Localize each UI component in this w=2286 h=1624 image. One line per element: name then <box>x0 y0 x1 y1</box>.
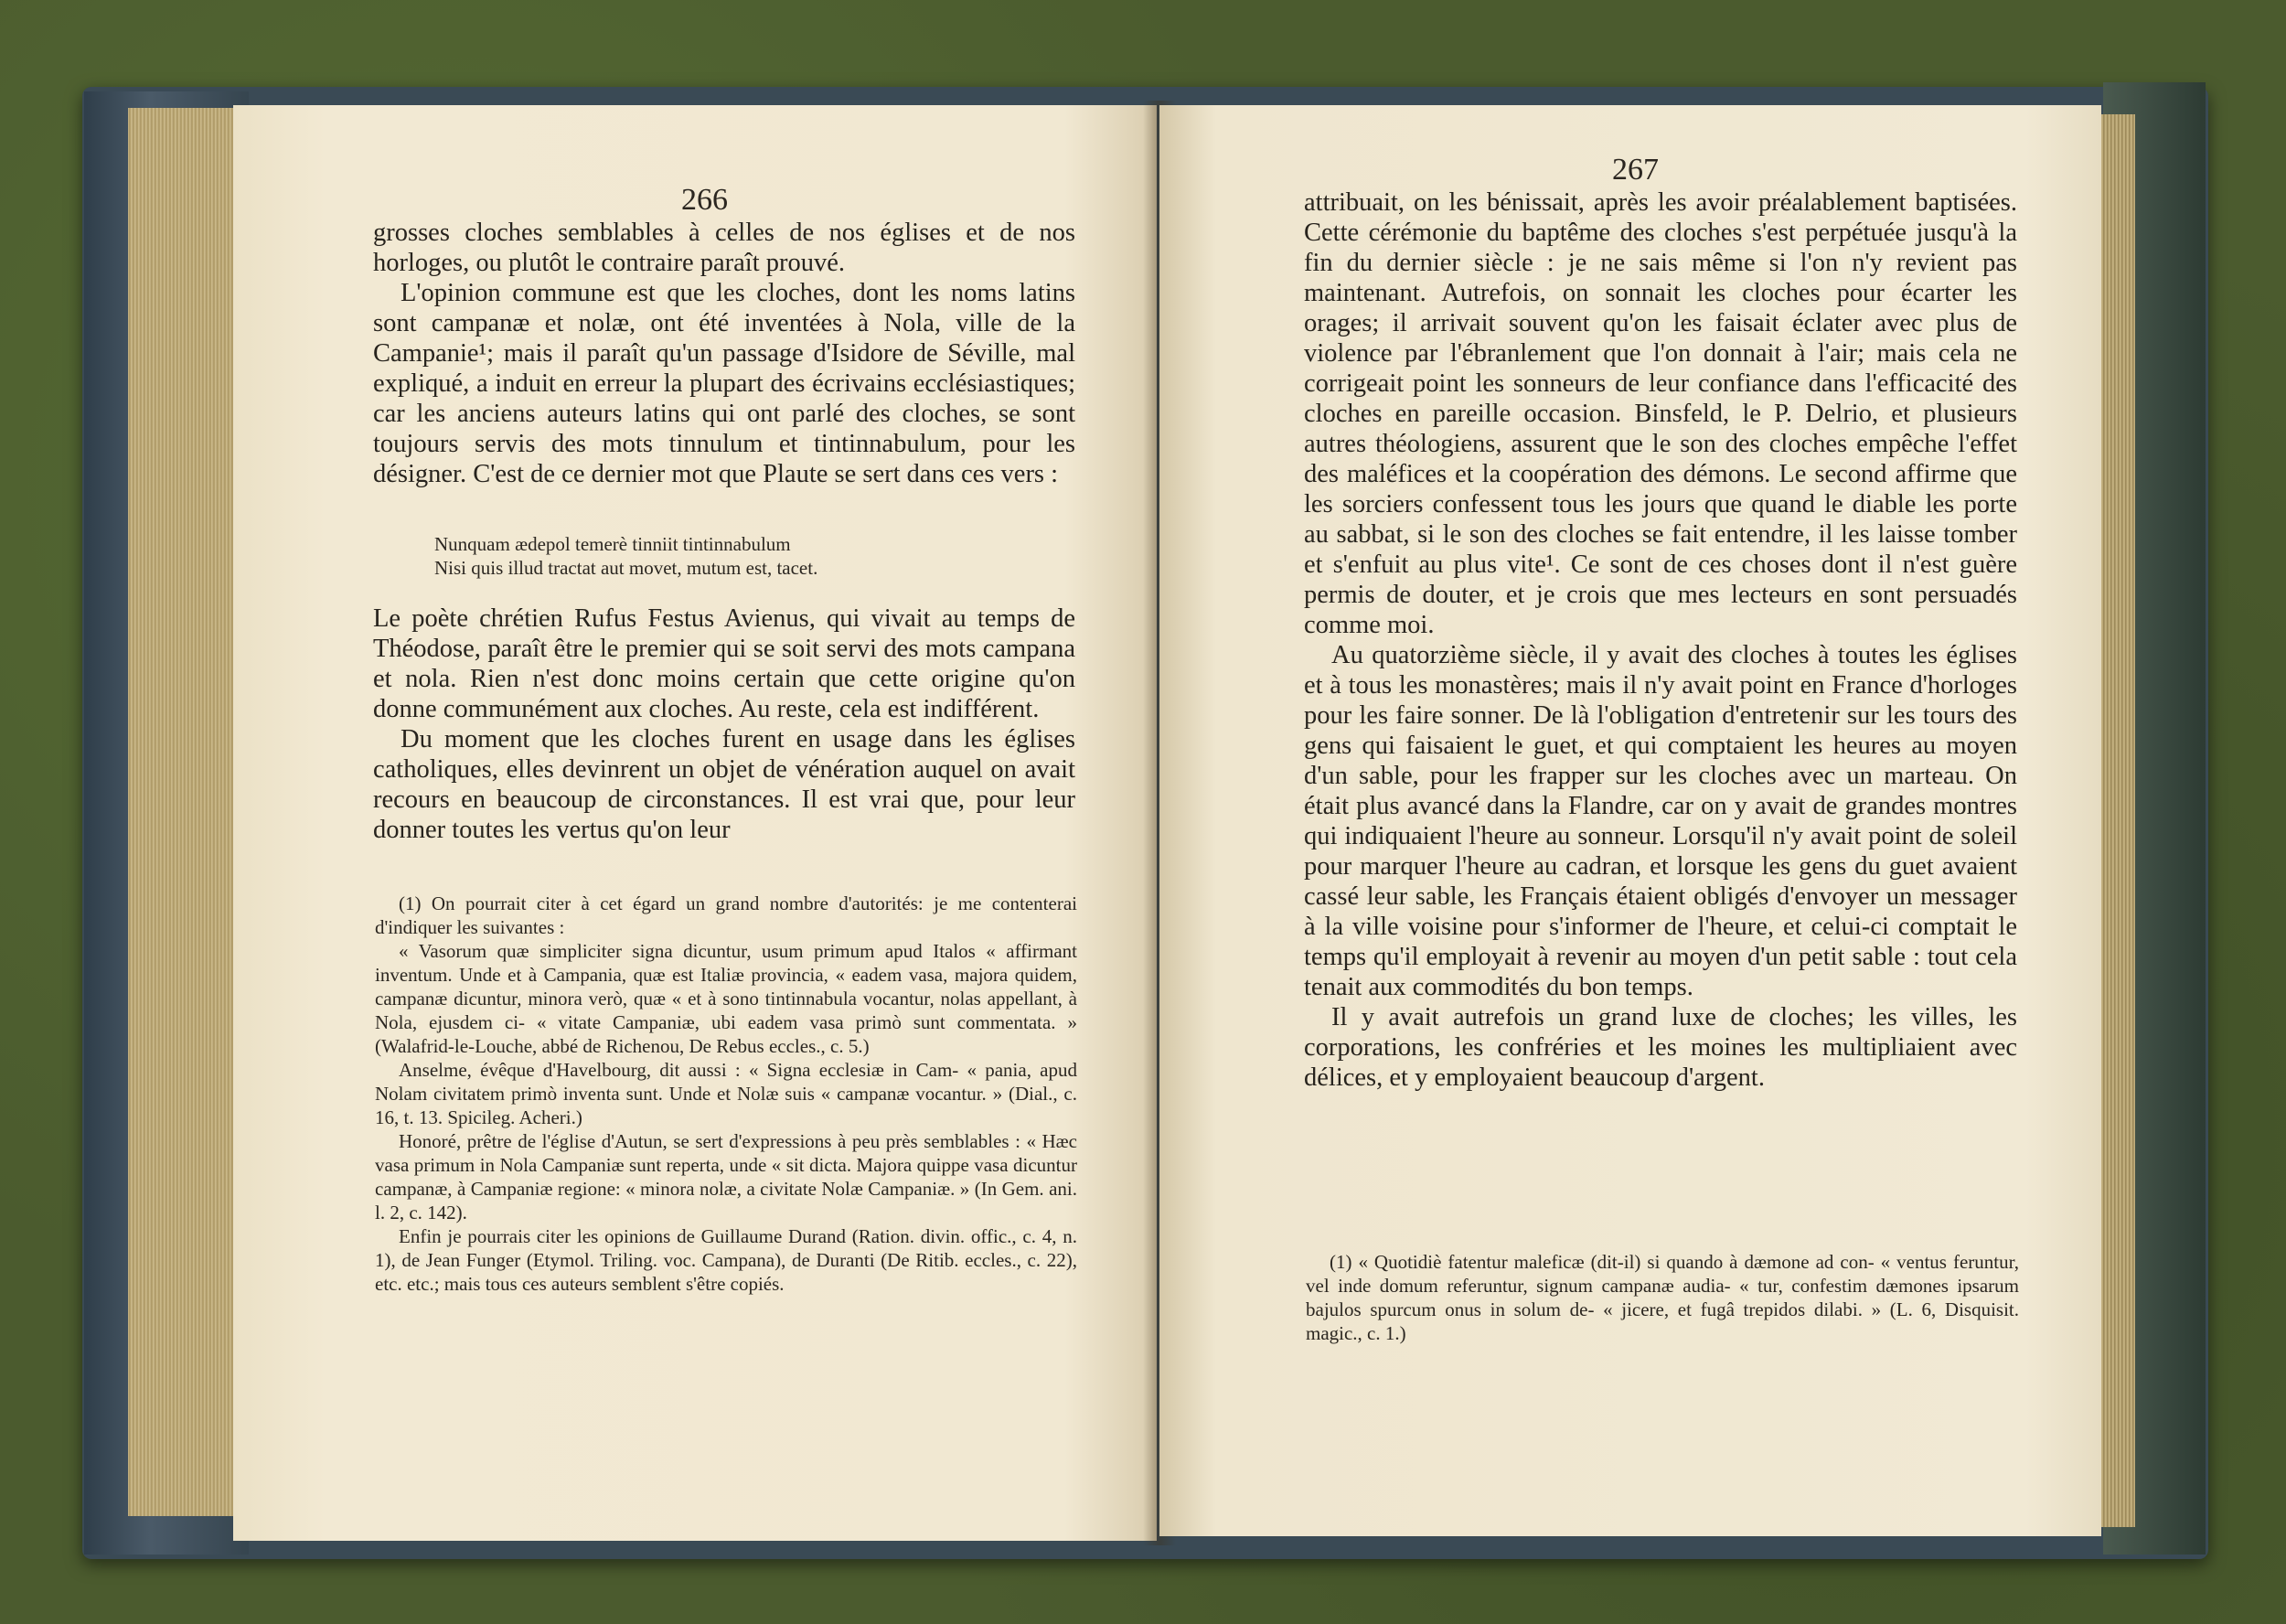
verse-quote <box>434 532 1056 580</box>
left-page <box>233 105 1157 1541</box>
footnote: « Vasorum quæ simpliciter signa dicuntur, usum primum apud Italos « affirmant inventum. Unde et à Campania, quæ est Italiæ provincia, « eadem vasa, majora quidem, campanæ dicuntur, minora verò, quæ « et à sono tintinnabula vocantur, nolas appellant, à Nola, ejusdem ci- « vitate Campaniæ, ubi eadem vasa primò sunt commentata. » (Walafrid-le-Louche, abbé de Richenou, De Rebus eccles., c. 5.) <box>375 940 1077 1057</box>
body-text <box>1304 187 2017 1093</box>
verse-line: Nunquam ædepol temerè tinniit tintinnabulum <box>434 533 791 555</box>
footnotes <box>1306 1250 2019 1345</box>
footnote: Enfin je pourrais citer les opinions de Guillaume Durand (Ration. divin. offic., c. 4, n. 1), de Jean Funger (Etymol. Triling. voc. Campana), de Duranti (De Ritib. eccles., c. 22), etc. etc.; mais tous ces auteurs semblent s'être copiés. <box>375 1225 1077 1295</box>
footnote: Honoré, prêtre de l'église d'Autun, se sert d'expressions à peu près semblables : « Hæc vasa primum in Nola Campaniæ sunt reperta, unde « sit dicta. Majora quippe vasa dicuntur campanæ, à Campaniæ regione: « minora nolæ, a civitate Nolæ Campaniæ. » (In Gem. ani. l. 2, c. 142). <box>375 1130 1077 1223</box>
paragraph: Il y avait autrefois un grand luxe de cloches; les villes, les corporations, les confréries et les moines les multipliaient avec délices, et y employaient beaucoup d'argent. <box>1304 1003 2017 1092</box>
paragraph: L'opinion commune est que les cloches, dont les noms latins sont campanæ et nolæ, ont été inventées à Nola, ville de la Campanie¹; mais il paraît qu'un passage d'Isidore de Séville, mal expliqué, a induit en erreur la plupart des écrivains ecclésiastiques; car les anciens auteurs latins qui ont parlé des cloches, se sont toujours servis des mots tinnulum et tintinnabulum, pour les désigner. C'est de ce dernier mot que Plaute se sert dans ces vers : <box>373 279 1075 488</box>
paragraph: Le poète chrétien Rufus Festus Avienus, qui vivait au temps de Théodose, paraît être le premier qui se soit servi des mots campana et nola. Rien n'est donc moins certain que cette origine qu'on donne communément aux cloches. Au reste, cela est indifférent. <box>373 604 1075 723</box>
paragraph: Au quatorzième siècle, il y avait des cloches à toutes les églises et à tous les monastères; mais il n'y avait point en France d'horloges pour les faire sonner. De là l'obligation d'entretenir sur les tours des gens qui faisaient le guet, et qui comptaient les heures au moyen d'un sable, pour les frapper sur les cloches avec un marteau. On était plus avancé dans la Flandre, car on y avait de grandes montres qui indiquaient l'heure au sonneur. Lorsqu'il n'y avait point de soleil pour marquer l'heure au cadran, et lorsque les gens du guet avaient cassé leur sable, les Français étaient obligés d'envoyer un messager à la ville voisine pour s'informer de l'heure, et celui-ci comptait le temps qu'il employait à revenir au moyen d'un petit sable : tout cela tenait aux commodités du bon temps. <box>1304 641 2017 1001</box>
paragraph: grosses cloches semblables à celles de nos églises et de nos horloges, ou plutôt le contraire paraît prouvé. <box>373 219 1075 277</box>
footnote: (1) On pourrait citer à cet égard un grand nombre d'autorités: je me contenterai d'indiquer les suivantes : <box>375 892 1077 938</box>
body-text-top <box>373 218 1075 489</box>
footnotes <box>375 892 1077 1296</box>
right-page <box>1159 105 2101 1536</box>
body-text-bottom <box>373 604 1075 845</box>
verse-line: Nisi quis illud tractat aut movet, mutum est, tacet. <box>434 557 818 579</box>
page-number: 267 <box>1612 153 1659 187</box>
page-number: 266 <box>681 183 728 217</box>
paragraph: attribuait, on les bénissait, après les avoir préalablement baptisées. Cette cérémonie du baptême des cloches s'est perpétuée jusqu'à la fin du dernier siècle : je ne sais même si l'on n'y revient pas maintenant. Autrefois, on sonnait les cloches pour écarter les orages; il arrivait souvent qu'on les faisait éclater avec plus de violence par l'ébranlement que l'on donnait à l'air; mais cela ne corrigeait point les sonneurs de leur confiance dans l'efficacité des cloches en pareille occasion. Binsfeld, le P. Delrio, et plusieurs autres théologiens, assurent que le son des cloches empêche l'effet des maléfices et la coopération des démons. Le second affirme que les sorciers confessent tous les jours que quand le diable les porte au sabbat, si le son des cloches se fait entendre, il les laisse tomber et s'enfuit au plus vite¹. Ce sont de ces choses dont il n'est guère permis de douter, et je crois que mes lecteurs en sont persuadés comme moi. <box>1304 188 2017 639</box>
footnote: Anselme, évêque d'Havelbourg, dit aussi : « Signa ecclesiæ in Cam- « pania, apud Nolam civitatem primò inventa sunt. Unde et Nolæ suis « campanæ vocantur. » (Dial., c. 16, t. 13. Spicileg. Acheri.) <box>375 1059 1077 1128</box>
paragraph: Du moment que les cloches furent en usage dans les églises catholiques, elles devinrent un objet de vénération auquel on avait recours en beaucoup de circonstances. Il est vrai que, pour leur donner toutes les vertus qu'on leur <box>373 725 1075 844</box>
footnote: (1) « Quotidiè fatentur maleficæ (dit-il) si quando à dæmone ad con- « ventus feruntur, vel inde domum referuntur, signum campanæ audia- « tur, confestim dæmones ipsarum bajulos spurcum onus in solum de- « jicere, et fugâ trepidos dilabi. » (L. 6, Disquisit. magic., c. 1.) <box>1306 1251 2019 1344</box>
